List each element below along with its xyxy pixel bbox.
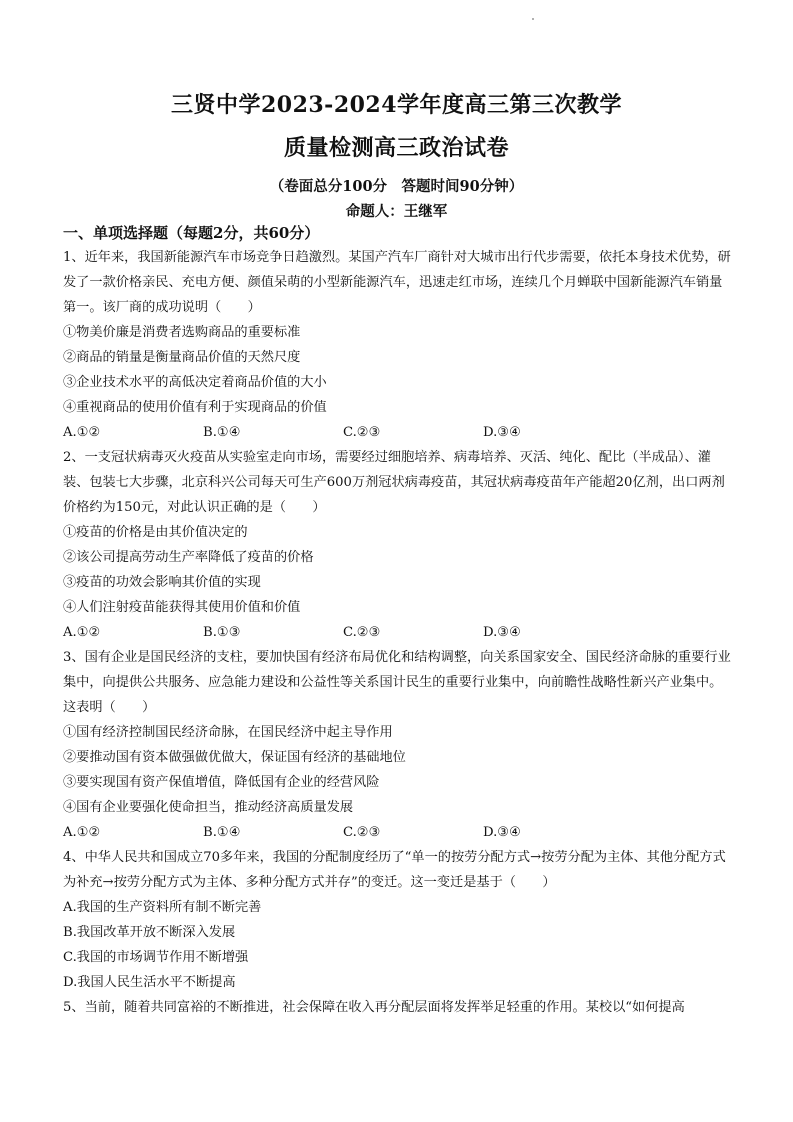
statement-option: ③疫苗的功效会影响其价值的实现 [63,575,261,590]
exam-title-line2: 质量检测高三政治试卷 [283,135,509,161]
choice-a: A.我国的生产资料所有制不断完善 [63,900,262,915]
question-3 [63,645,735,845]
statement-option: ②该公司提高劳动生产率降低了疫苗的价格 [63,550,314,565]
exam-author: 命题人：王继军 [345,203,448,220]
questions-list [63,245,735,1020]
question-5 [63,995,735,1020]
statement-option: ④国有企业要强化使命担当，推动经济高质量发展 [63,800,354,815]
statement-option: ③要实现国有资产保值增值，降低国有企业的经营风险 [63,775,380,790]
choice-d: D.③④ [483,425,521,440]
scan-dot [532,18,534,20]
question-stem: 1、近年来，我国新能源汽车市场竞争日趋激烈。某国产汽车厂商针对大城市出行代步需要，依托本身技术优势，研发了一款价格亲民、充电方便、颜值呆萌的小型新能源汽车，迅速走红市场，连续几个月蝉联中国新能源汽车销量第一。该厂商的成功说明（ ） [63,250,731,315]
question-stem: 5、当前，随着共同富裕的不断推进，社会保障在收入再分配层面将发挥举足轻重的作用。某校以“如何提高 [63,1000,685,1015]
choice-b: B.我国改革开放不断深入发展 [63,925,236,940]
choice-c: C.②③ [343,625,381,640]
statement-option: ④重视商品的使用价值有利于实现商品的价值 [63,400,327,415]
question-4 [63,845,735,995]
choice-a: A.①② [63,625,101,640]
statement-option: ①国有经济控制国民经济命脉，在国民经济中起主导作用 [63,725,393,740]
question-2 [63,445,735,645]
statement-option: ①物美价廉是消费者选购商品的重要标准 [63,325,301,340]
question-stem: 2、一支冠状病毒灭火疫苗从实验室走向市场，需要经过细胞培养、病毒培养、灭活、纯化、配比（半成品）、灌装、包装七大步骤，北京科兴公司每天可生产600万剂冠状病毒疫苗，其冠状病毒疫苗年产能超20亿剂，出口两剂价格约为150元，对此认识正确的是（ ） [63,450,725,515]
answer-choices [63,420,735,445]
answer-choices [63,620,735,645]
choice-c: C.②③ [343,825,381,840]
question-stem: 3、国有企业是国民经济的支柱，要加快国有经济布局优化和结构调整，向关系国家安全、国民经济命脉的重要行业集中，向提供公共服务、应急能力建设和公益性等关系国计民生的重要行业集中，向前瞻性战略性新兴产业集中。这表明（ ） [63,650,731,715]
choice-c: C.②③ [343,425,381,440]
choice-a: A.①② [63,425,101,440]
statement-option: ④人们注射疫苗能获得其使用价值和价值 [63,600,301,615]
exam-title-line1: 三贤中学2023-2024学年度高三第三次教学 [170,92,623,118]
choice-d: D.③④ [483,825,521,840]
choice-b: B.①③ [203,625,241,640]
statement-option: ②商品的销量是衡量商品价值的天然尺度 [63,350,301,365]
choice-d: D.③④ [483,625,521,640]
statement-option: ①疫苗的价格是由其价值决定的 [63,525,248,540]
choice-b: B.①④ [203,825,241,840]
choice-d: D.我国人民生活水平不断提高 [63,975,236,990]
statement-option: ②要推动国有资本做强做优做大，保证国有经济的基础地位 [63,750,406,765]
choice-c: C.我国的市场调节作用不断增强 [63,950,249,965]
answer-choices [63,820,735,845]
exam-info: （卷面总分100分 答题时间90分钟） [269,178,524,195]
section-heading: 一、单项选择题（每题2分，共60分） [63,224,320,242]
question-stem: 4、中华人民共和国成立70多年来，我国的分配制度经历了“单一的按劳分配方式→按劳分配为主体、其他分配方式为补充→按劳分配方式为主体、多种分配方式并存”的变迁。这一变迁是基于（ ） [63,850,726,890]
choice-b: B.①④ [203,425,241,440]
question-1 [63,245,735,445]
statement-option: ③企业技术水平的高低决定着商品价值的大小 [63,375,327,390]
choice-a: A.①② [63,825,101,840]
